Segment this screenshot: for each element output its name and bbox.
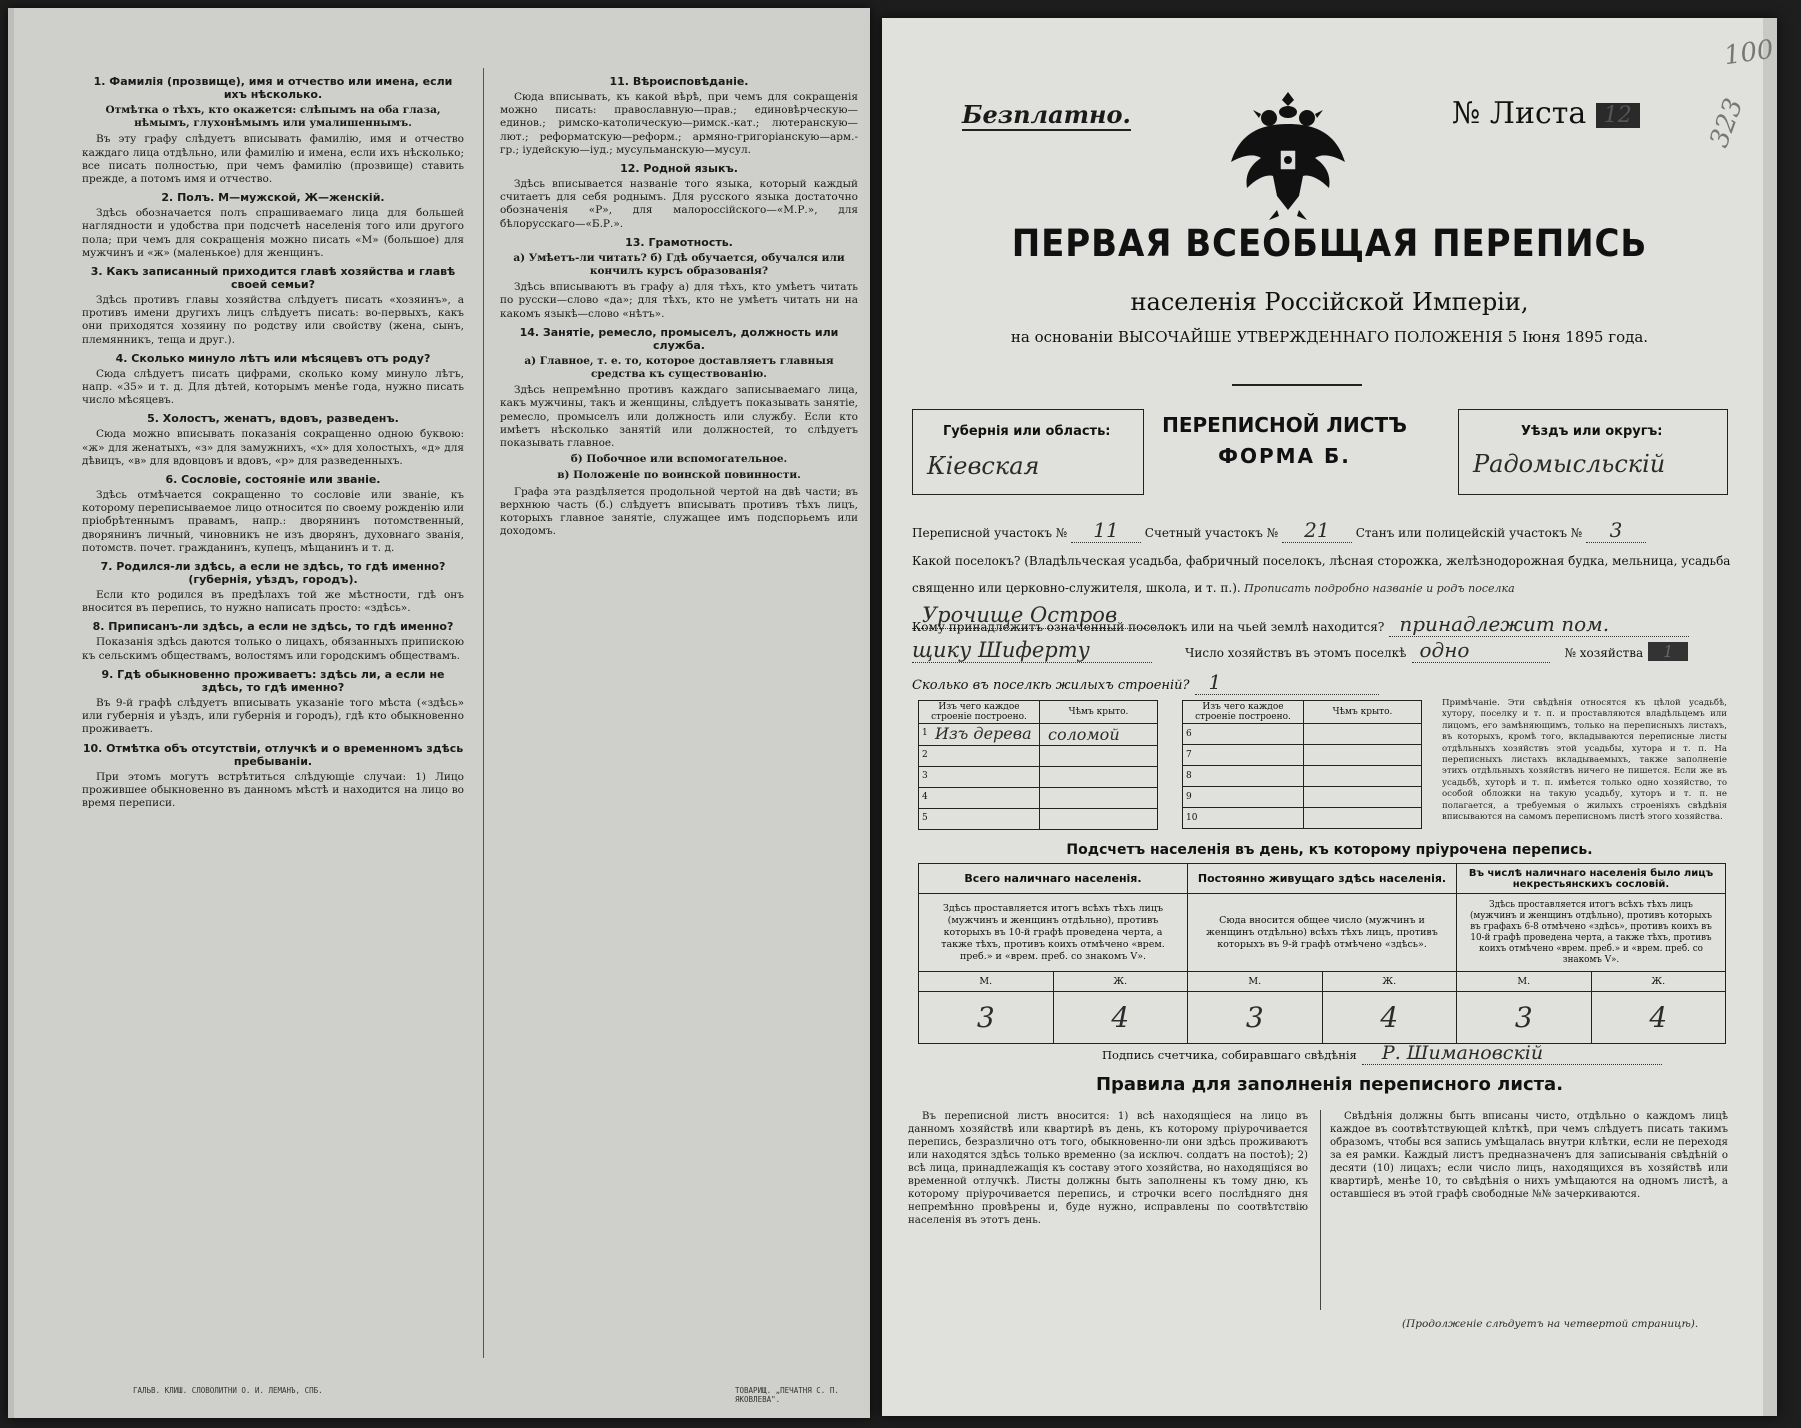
- building-row-number: 1: [922, 728, 928, 738]
- gubernia-box: [912, 409, 1144, 495]
- instruction-heading: 12. Родной языкъ.: [620, 162, 738, 176]
- instruction-body: Здѣсь вписывается названіе того языка, который каждый считаетъ для себя роднымъ. Для русского языка достаточно обозначенія «Р», для малороссійского—«М.Р.», для бѣлорусскаго—«Б.Р.».: [500, 178, 858, 230]
- households-value: одно: [1412, 638, 1550, 663]
- instruction-body: Графа эта раздѣляется продольной чертой на двѣ части; въ верхнюю часть (б.) слѣдуетъ вписывать противъ тѣхъ лицъ, которыхъ главное занятіе, служащее имъ подспорьемъ или доходомъ.: [500, 485, 858, 538]
- instruction-heading: 11. Вѣроисповѣданіе.: [609, 75, 749, 88]
- count-value-m-3: 3: [1457, 992, 1592, 1044]
- owner-label: Кому принадлежитъ означенный поселокъ или на чьей землѣ находится?: [912, 620, 1385, 634]
- title-rule: [1232, 384, 1362, 386]
- building-roof: соломой: [1040, 724, 1158, 746]
- instructions-column-1: [82, 70, 464, 1370]
- building-row-number: 5: [922, 813, 928, 823]
- count-value-m-2: 3: [1188, 992, 1323, 1044]
- owner-line: [912, 612, 1742, 637]
- household-number-label: № хозяйства: [1564, 646, 1644, 660]
- uezd-box: [1458, 409, 1728, 495]
- instruction-heading: 5. Холостъ, женатъ, вдовъ, разведенъ.: [147, 412, 399, 426]
- instruction-body: Здѣсь непремѣнно противъ каждаго записываемаго лица, какъ мужчины, такъ и женщины, слѣдуетъ показывать занятіе, ремесло, промыселъ или должность или службу. Если кто имѣетъ нѣсколько занятій или должностей, то слѣдуетъ показывать главное.: [500, 384, 858, 450]
- col-f-1: Ж.: [1053, 972, 1188, 992]
- count-value-f-1: 4: [1053, 992, 1188, 1044]
- col-m-2: М.: [1188, 972, 1323, 992]
- building-roof: [1304, 745, 1422, 766]
- census-basis: на основаніи ВЫСОЧАЙШЕ УТВЕРЖДЕННАГО ПОЛОЖЕНІЯ 5 Іюня 1895 года.: [1010, 328, 1649, 346]
- instruction-subheading: а) Умѣетъ-ли читать? б) Гдѣ обучается, обучался или кончилъ курсъ образованія?: [513, 251, 845, 278]
- building-material: Изъ дерева: [935, 724, 1032, 743]
- sheet-number-label: № Листа: [1452, 96, 1587, 131]
- column-divider: [483, 68, 484, 1358]
- instruction-heading: 1. Фамилія (прозвище), имя и отчество или имена, если ихъ нѣсколько.: [93, 75, 453, 101]
- census-form-page: [882, 18, 1777, 1416]
- instruction-body: Показанія здѣсь даются только о лицахъ, обязанныхъ припискою къ сельскимъ обществамъ, волостямъ или городскимъ обществамъ.: [82, 636, 464, 662]
- settlement-value: Урочище Остров: [912, 602, 1172, 629]
- col-f-3: Ж.: [1591, 972, 1726, 992]
- buildings-table-right: [1182, 700, 1422, 829]
- instruction-heading: 6. Сословіе, состояніе или званіе.: [165, 473, 381, 487]
- instruction-heading: 10. Отмѣтка объ отсутствіи, отлучкѣ и о временномъ здѣсь пребываніи.: [82, 741, 464, 768]
- building-roof: [1304, 766, 1422, 787]
- building-row-number: 10: [1183, 808, 1304, 829]
- instruction-subheading: б) Побочное или вспомогательное.: [570, 453, 788, 466]
- instruction-body: Въ 9-й графѣ слѣдуетъ вписывать указаніе того мѣста («здѣсь» или губернія и уѣздъ, или губернія и городъ), гдѣ кто обыкновенно проживаетъ.: [82, 696, 464, 736]
- settlement-hint: Прописать подробно названіе и родъ поселка: [1244, 582, 1515, 595]
- col-roof-header: Чѣмъ крыто.: [1040, 701, 1158, 724]
- owner-value-2: щику Шиферту: [912, 638, 1152, 663]
- building-row-number: 9: [1183, 787, 1304, 808]
- archive-number-pencil-2: 323: [1704, 94, 1750, 152]
- count-value-m-1: 3: [919, 992, 1054, 1044]
- building-row: [1183, 745, 1422, 766]
- instruction-subheading: в) Положеніе по воинской повинности.: [557, 469, 801, 482]
- stan-value: 3: [1586, 518, 1646, 543]
- household-number-value: 1: [1648, 642, 1688, 661]
- building-roof: [1304, 724, 1422, 745]
- building-row: [919, 809, 1158, 830]
- district-value: 11: [1071, 518, 1141, 543]
- instruction-body: Здѣсь обозначается полъ спрашиваемаго лица для большей наглядности и удобства при подсчетѣ населенія того или другого пола; при чемъ для сокращенія можно писать «М» (большое) для мужчинъ и «ж» (маленькое) для женщинъ.: [82, 207, 464, 259]
- building-row: [1183, 724, 1422, 745]
- sheet-number: [1452, 96, 1640, 131]
- non-peasant-desc: Здѣсь проставляется итогъ всѣхъ тѣхъ лицъ (мужчинъ и женщинъ отдѣльно), противъ которыхъ въ графахъ 6-8 отмѣчено «здѣсь», противъ коихъ въ 10-й графѣ проведена черта, а также тѣхъ, противъ коихъ отмѣчено «врем. преб.» и «врем. преб. со знакомъ V».: [1457, 894, 1726, 972]
- instruction-body: Здѣсь отмѣчается сокращенно то сословіе или званіе, къ которому переписываемое лицо относится по своему рожденію или пріобрѣтеннымъ правамъ, напр.: дворянинъ потомственный, дворянинъ личный, чиновникъ не изъ дворянъ, духовнаго званія, потомств. почет. гражданинъ, купецъ, мѣщанинъ и т. д.: [82, 489, 464, 554]
- district-line: [912, 518, 1742, 543]
- buildings-line: [912, 670, 1412, 695]
- building-row: [1183, 808, 1422, 829]
- permanent-desc: Сюда вносится общее число (мужчинъ и женщинъ отдѣльно) всѣхъ тѣхъ лицъ, противъ которыхъ въ 9-й графѣ отмѣчено «здѣсь».: [1188, 894, 1457, 972]
- buildings-note: Примѣчаніе. Эти свѣдѣнія относятся къ цѣлой усадьбѣ, хутору, поселку и т. п. и проставляются владѣльцемъ или лицомъ, его замѣняющимъ, только на переписныхъ листахъ, въ которыхъ, кромѣ того, вкладываются переписные листы отдѣльныхъ хозяйствъ этой усадьбы, хутора и т. п. На переписныхъ листахъ вкладываемыхъ, также заполненіе этихъ отдѣльныхъ хозяйствъ ничего не пишется. Если же въ усадьбѣ, хуторѣ и т. п. имѣется только одно хозяйство, то особой обложки на такую усадьбу, хуторъ и т. п. не полагается, а требуемыя о жилыхъ строеніяхъ свѣдѣнія вписываются на самомъ переписномъ листѣ этого хозяйства.: [1442, 698, 1727, 823]
- page-stack-edge-right: [1763, 18, 1777, 1416]
- instruction-body: Сюда вписывать, къ какой вѣрѣ, при чемъ для сокращенія можно писать: православную—прав.; единовѣрческую—единов.; римско-католическую—римск.-кат.; лютеранскую—лют.; реформатскую—реформ.; армяно-григоріанскую—арм.-гр.; іудейскую—іуд.; мусульманскую—мусул.: [500, 91, 858, 156]
- gubernia-value: Кіевская: [927, 452, 1040, 480]
- building-row-number: 4: [922, 792, 928, 802]
- buildings-table-left: [918, 700, 1158, 830]
- instructions-column-2: [500, 70, 858, 1370]
- buildings-label: Сколько въ поселкѣ жилыхъ строеній?: [912, 678, 1190, 693]
- col-m-1: М.: [919, 972, 1054, 992]
- owner-value-1: принадлежит пом.: [1389, 612, 1689, 637]
- building-roof: [1040, 746, 1158, 767]
- instruction-heading: 2. Полъ. М—мужской, Ж—женскій.: [161, 191, 385, 205]
- form-name: ФОРМА Б.: [1218, 444, 1351, 468]
- permanent-header: Постоянно живущаго здѣсь населенія.: [1188, 864, 1457, 894]
- col-m-3: М.: [1457, 972, 1592, 992]
- rules-left-column: Въ переписной листъ вносится: 1) всѣ находящіеся на лицо въ данномъ хозяйствѣ или квартирѣ въ день, къ которому пріурочивается перепись, безразлично отъ того, обыкновенно-ли они здѣсь проживаютъ или находятся здѣсь только временно (за исключ. солдатъ на постоѣ); 2) всѣ лица, принадлежащія къ составу этого хозяйства, но находящіяся во временной отлучкѣ. Листы должны быть заполнены къ тому дню, къ которому пріурочивается перепись, и строчки всего послѣдняго дня непремѣнно провѣрены и, буде нужно, исправлены по соотвѣтствію населенія въ этотъ день.: [908, 1111, 1308, 1226]
- building-row-number: 6: [1183, 724, 1304, 745]
- page-stack-edge: [8, 8, 14, 1418]
- instruction-heading: 9. Гдѣ обыкновенно проживаетъ: здѣсь ли, а если не здѣсь, то гдѣ именно?: [101, 667, 445, 694]
- imperial-eagle-emblem: [1227, 84, 1349, 224]
- building-roof: [1304, 787, 1422, 808]
- rules-continued-note: (Продолженіе слѣдуетъ на четвертой страницѣ).: [1402, 1318, 1699, 1330]
- gubernia-label: Губернія или область:: [943, 424, 1111, 439]
- census-title: ПЕРВАЯ ВСЕОБЩАЯ ПЕРЕПИСЬ: [1011, 222, 1648, 265]
- count-value-f-2: 4: [1322, 992, 1457, 1044]
- instruction-heading: 3. Какъ записанный приходится главѣ хозяйства и главѣ своей семьи?: [90, 265, 456, 292]
- non-peasant-header: Въ числѣ наличнаго населенія было лицъ некрестьянскихъ сословій.: [1457, 864, 1726, 894]
- free-label: Безплатно.: [962, 100, 1131, 129]
- building-roof: [1040, 809, 1158, 830]
- instruction-heading: 7. Родился-ли здѣсь, а если не здѣсь, то гдѣ именно? (губернія, уѣздъ, городъ).: [100, 560, 446, 587]
- count-value-f-3: 4: [1591, 992, 1726, 1044]
- building-roof: [1304, 808, 1422, 829]
- total-present-desc: Здѣсь проставляется итогъ всѣхъ тѣхъ лицъ (мужчинъ и женщинъ отдѣльно), противъ которыхъ въ 10-й графѣ проведена черта, а также тѣхъ, противъ коихъ отмѣчено «врем. преб.» и «врем. преб. со знакомъ V».: [919, 894, 1188, 972]
- instruction-heading: 8. Приписанъ-ли здѣсь, а если не здѣсь, то гдѣ именно?: [92, 620, 454, 634]
- building-row: [919, 767, 1158, 788]
- count-label: Счетный участокъ №: [1144, 526, 1279, 540]
- stan-label: Станъ или полицейскій участокъ №: [1355, 526, 1583, 540]
- building-row-number: 3: [922, 771, 928, 781]
- buildings-value: 1: [1195, 670, 1379, 695]
- col-f-2: Ж.: [1322, 972, 1457, 992]
- building-row-number: 2: [922, 750, 928, 760]
- rules-divider: [1320, 1110, 1321, 1310]
- col-material-header: Изъ чего каждое строеніе построено.: [919, 701, 1040, 724]
- left-instructions-page: [8, 8, 870, 1418]
- building-row: [1183, 766, 1422, 787]
- building-row: [919, 724, 1158, 746]
- instruction-heading: 14. Занятіе, ремесло, промыселъ, должность или служба.: [519, 325, 839, 352]
- rules-anchor: [908, 1106, 909, 1107]
- instruction-body: Сюда слѣдуетъ писать цифрами, сколько кому минуло лѣтъ, напр. «35» и т. д. Для дѣтей, которымъ менѣе года, нужно писать число мѣсяцевъ.: [82, 367, 464, 407]
- signature-label: Подпись счетчика, собиравшаго свѣдѣнія: [1102, 1048, 1357, 1062]
- col-material-header-2: Изъ чего каждое строеніе построено.: [1183, 701, 1304, 724]
- building-row-number: 7: [1183, 745, 1304, 766]
- instruction-body: Здѣсь вписываютъ въ графу а) для тѣхъ, кто умѣетъ читать по русски—слово «да»; для тѣхъ, кто не умѣетъ читать ни на какомъ языкѣ—слово «нѣтъ».: [500, 281, 858, 320]
- instruction-subheading: Отмѣтка о тѣхъ, кто окажется: слѣпымъ на оба глаза, нѣмымъ, глухонѣмымъ или умалишеннымъ.: [105, 104, 441, 130]
- count-value: 21: [1282, 518, 1352, 543]
- building-row: [919, 746, 1158, 767]
- instruction-body: Въ эту графу слѣдуетъ вписывать фамилію, имя и отчество каждаго лица отдѣльно, или фамилію и имена, если ихъ нѣсколько; все писать полностью, при чемъ фамилію (прозвище) ставить прежде, а потомъ имя и отчество.: [82, 133, 464, 186]
- population-count-table: [918, 863, 1726, 1044]
- instruction-body: При этомъ могутъ встрѣтиться слѣдующіе случаи: 1) Лицо прожившее обыкновенно въ данномъ мѣстѣ и находится на лицо во время переписи.: [82, 770, 464, 809]
- archive-number-pencil: 100: [1722, 34, 1776, 72]
- building-roof: [1040, 788, 1158, 809]
- instruction-subheading: а) Главное, т. е. то, которое доставляетъ главныя средства къ существованію.: [524, 354, 834, 381]
- instruction-heading: 4. Сколько минуло лѣтъ или мѣсяцевъ отъ роду?: [115, 351, 431, 365]
- district-label: Переписной участокъ №: [912, 526, 1068, 540]
- uezd-label: Уѣздъ или округъ:: [1521, 424, 1663, 439]
- signature-line: [1102, 1042, 1662, 1065]
- sheet-number-value: 12: [1596, 103, 1640, 128]
- footer-printer-left: ГАЛЬВ. КЛИШ. СЛОВОЛИТНИ О. И. ЛЕМАНЪ, СПБ.: [133, 1386, 323, 1395]
- total-present-header: Всего наличнаго населенія.: [919, 864, 1188, 894]
- households-label: Число хозяйствъ въ этомъ поселкѣ: [1185, 646, 1407, 660]
- settlement-label: Какой поселокъ? (Владѣльческая усадьба, фабричный поселокъ, лѣсная сторожка, желѣзнодорожная будка, мельница, усадьба священно или церковно-служителя, школа, и т. п.).: [912, 554, 1731, 595]
- form-title: ПЕРЕПИСНОЙ ЛИСТЪ: [1162, 413, 1407, 437]
- instruction-body: Сюда можно вписывать показанія сокращенно одною буквою: «ж» для женатыхъ, «з» для замужнихъ, «х» для холостыхъ, «д» для дѣвицъ, «в» для вдовцовъ и вдовъ, «р» для разведенныхъ.: [82, 428, 464, 467]
- building-row: [1183, 787, 1422, 808]
- instruction-body: Если кто родился въ предѣлахъ той же мѣстности, гдѣ онъ вносится въ перепись, то нужно написать просто: «здѣсь».: [82, 589, 464, 615]
- population-count-heading: Подсчетъ населенія въ день, къ которому пріурочена перепись.: [1066, 842, 1593, 858]
- col-roof-header-2: Чѣмъ крыто.: [1304, 701, 1422, 724]
- owner-line-2: [912, 638, 1742, 663]
- building-row-number: 8: [1183, 766, 1304, 787]
- rules-right-column: Свѣдѣнія должны быть вписаны чисто, отдѣльно о каждомъ лицѣ каждое въ соотвѣтствующей клѣткѣ, при чемъ слѣдуетъ писать такимъ образомъ, чтобы вся запись умѣщалась внутри клѣтки, если не переходя за ея рамки. Каждый листъ предназначенъ для записыванія свѣдѣній о десяти (10) лицахъ; если число лицъ, находящихся въ хозяйствѣ или квартирѣ, менѣе 10, то свѣдѣнія о нихъ умѣщаются на одномъ листѣ, а оставшіеся въ этой графѣ свободные №№ зачеркиваются.: [1330, 1111, 1728, 1200]
- uezd-value: Радомысльскій: [1473, 450, 1666, 478]
- instruction-heading: 13. Грамотность.: [625, 235, 733, 249]
- signature-value: Р. Шимановскій: [1362, 1042, 1662, 1065]
- census-subtitle: населенія Россійской Имперіи,: [1130, 288, 1529, 316]
- building-row: [919, 788, 1158, 809]
- footer-printer-right: ТОВАРИЩ. „ПЕЧАТНЯ С. П. ЯКОВЛЕВА".: [735, 1386, 839, 1404]
- building-roof: [1040, 767, 1158, 788]
- instruction-body: Здѣсь противъ главы хозяйства слѣдуетъ писать «хозяинъ», а противъ имени другихъ лицъ слѣдуетъ писать: во-первыхъ, какъ они приходятся хозяину по родству или свойству (жена, сынъ, племянникъ, теща и друг.).: [82, 294, 464, 346]
- rules-heading: Правила для заполненія переписного листа.: [1095, 1074, 1564, 1095]
